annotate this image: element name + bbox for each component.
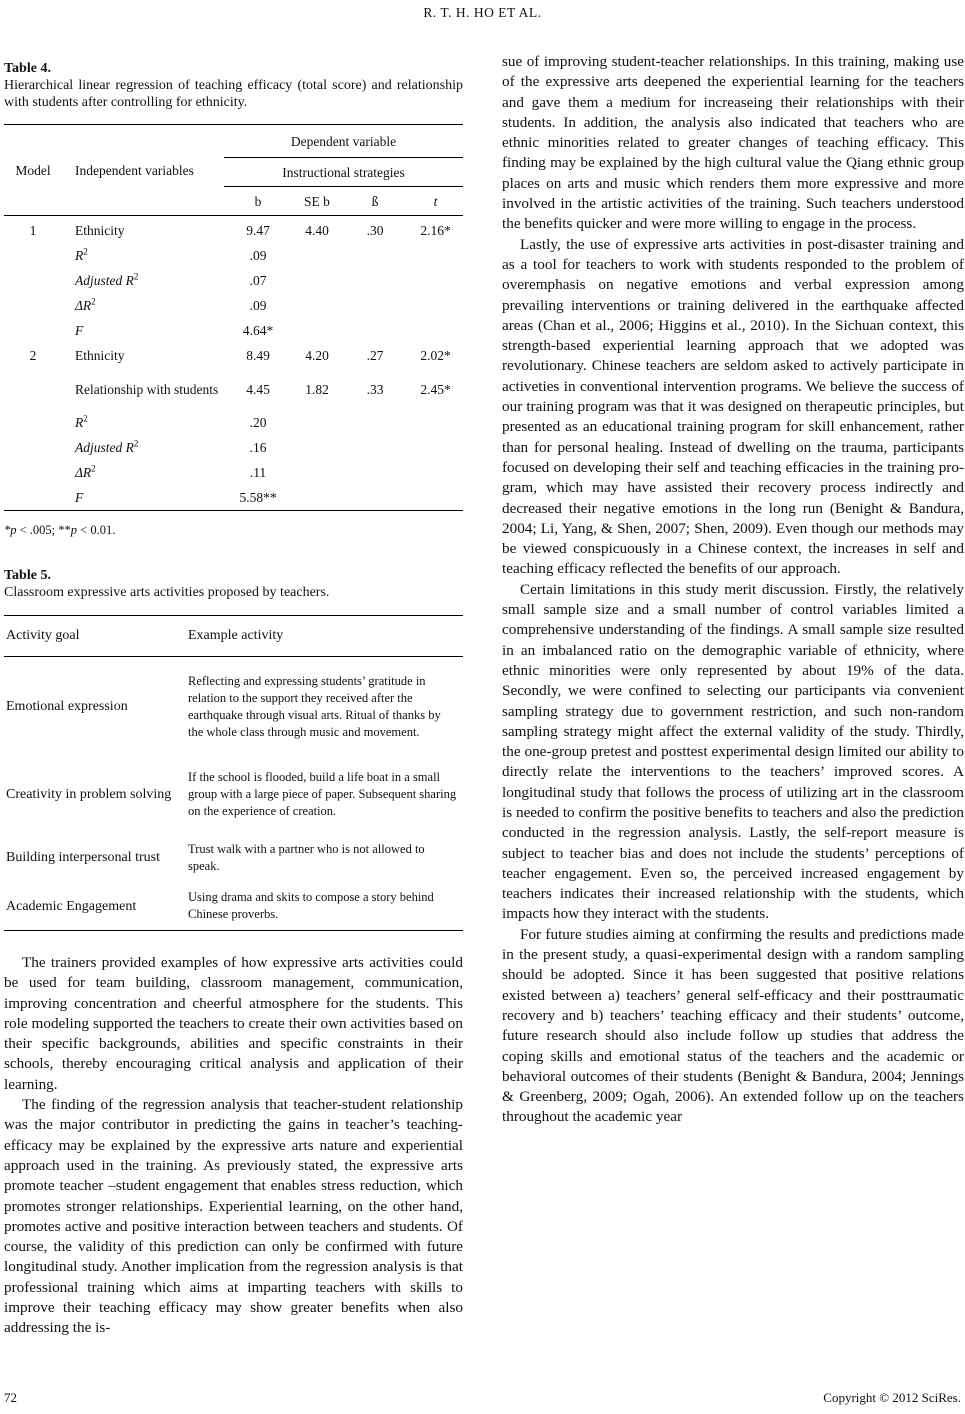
table4-cell-se: [292, 268, 342, 293]
table4-caption: [4, 60, 463, 111]
table4-cell-se: 1.82: [305, 381, 329, 397]
table4-cell-b: .09: [249, 248, 267, 263]
left-paragraph: The trainers provided examples of how expressive arts activities could be used for team building, classroom management, communication, improving concentration and cheerful atmosphere for the students. This role modeling supported the teachers to create their own activities based on their specific backgrounds, abilities and specific constraints in their schools, thereby encouraging critical analysis and application of their learning.: [4, 954, 463, 1093]
page-number: 72: [4, 1390, 17, 1405]
table4-cell-variable: [62, 485, 224, 511]
table4-cell-beta: [342, 293, 408, 318]
table4-cell-b: .16: [249, 440, 267, 455]
right-paragraph: Certain limitations in this study merit discussion. Firstly, the relatively small sample size and a small number of control variables limited a comprehensive understanding of the findings. A small sample size resulted in an imbalanced ratio on the demographic variable of ethnicity, where ethnic minorities were only represented by about 19% of the data. Secondly, we were confined to selecting our participants via convenient sampling strategy due to government restriction, and such non-random sampling strategy might affect the external validity of the study. Thirdly, the one-group pretest and posttest experimental design limited our ability to directly relate the interventions to the teachers’ improved scores. A longitudinal study that follows the process of utilizing art in the classroom is needed to confirm the positive benefits to teachers and also the prediction conducted in the regression analysis. Lastly, the self-report measure is subject to teacher bias and does not include the students’ perceptions of teacher engagement. Even so, the perceived increased engagement by teachers indicates their increased relationship with the students, which impacts how they interact with the students.: [502, 580, 964, 923]
table4-header-independent: Independent variables: [75, 162, 194, 178]
table4-row: [4, 368, 463, 410]
table4-cell-se: [292, 293, 342, 318]
right-paragraph: For future studies aiming at confirming the results and predictions made in the present study, a quasi-experimental design with a random sampling should be adopted. Since it has been suggested that positive relations existed between a) teachers’ general self-efficacy and their posttraumatic recovery and b) teachers’ teaching efficacy and their students’ outcome, future research should also include follow up studies that address the coping skills and emotional status of the teachers and the academic or behavioral outcomes of their students (Benight & Bandura, 2004; Jennings & Greenberg, 2009; Ogah, 2006). An extended follow up on the teachers throughout the academic year: [502, 925, 964, 1126]
table4-cell-variable: [62, 410, 224, 435]
table4-cell-t: 2.45*: [420, 381, 451, 397]
table4-variable-name: F: [75, 490, 84, 505]
table4-row: [4, 343, 463, 368]
table4-header-beta: ß: [371, 193, 379, 209]
table4-variable-name: Adjusted R: [75, 440, 134, 455]
table4-cell-b: .09: [249, 298, 267, 313]
table4-cell-beta: [342, 435, 408, 460]
table5-cell-goal: Emotional expression: [6, 699, 128, 715]
table4-cell-se: [292, 410, 342, 435]
table4-variable-name: R: [75, 248, 84, 263]
table4-body: [4, 218, 463, 511]
table5-row: [4, 883, 463, 931]
table4-cell-variable: [62, 460, 224, 485]
table4-cell-se: [292, 485, 342, 511]
table4-cell-variable: [62, 293, 224, 318]
table4-cell-variable: [62, 268, 224, 293]
table4: [4, 124, 463, 511]
table4-cell-t: 2.16*: [420, 223, 451, 238]
table4-cell-model: [4, 268, 62, 293]
right-paragraph: Lastly, the use of expressive arts activities in post-disaster training and as a tool for teachers to work with students responded to the problem of overemphasis on negative emotions and verbal expression among prevailing interventions or training delivered in the earthquake affected areas (Chan et al., 2006; Higgins et al., 2010). In the Sichuan context, this strength-based experiential learning approach that we adopted was revolutionary. Chinese teachers are seldom asked to actively participate in activeties in conventional intervention programs. We believe the success of our training program was that it was designed on therapeutic principles, but presented as an educational training program for skill enhancement, rather than for personal healing. Instead of dwelling on the trauma, participants focused on developing their self and teaching efficacies in the training program, which may have assisted their recovery process indirectly and decreased their negative emotions in the long run (Benight & Bandura, 2004; Li, Yang, & Shen, 2007; Shen, 2009). Even though our methods may be viewed conspicuously in a Chinese context, the increases in self and teaching efficacy reflected the benefits of our approach.: [502, 235, 964, 578]
table5-label: Table 5.: [4, 568, 51, 583]
table4-cell-beta: [342, 410, 408, 435]
table4-header-dependent: Dependent variable: [224, 125, 463, 158]
table4-cell-model: [4, 318, 62, 343]
table4-cell-t: [408, 410, 463, 435]
table4-cell-beta: [342, 243, 408, 268]
table4-header-b: b: [254, 193, 262, 209]
table4-variable-name: Ethnicity: [75, 223, 125, 238]
table4-cell-b: 9.47: [246, 223, 270, 238]
table4-cell-b: .11: [249, 465, 267, 480]
table4-cell-b: .07: [249, 273, 267, 288]
table4-superscript: 2: [133, 271, 139, 282]
table4-cell-se: [292, 318, 342, 343]
table4-cell-model: [4, 368, 62, 410]
table4-cell-beta: [342, 460, 408, 485]
table4-cell-variable: [62, 218, 224, 243]
table4-cell-b: 8.49: [246, 348, 270, 363]
table4-cell-variable: [62, 343, 224, 368]
table4-cell-t: 2.02*: [420, 348, 451, 363]
table4-row: [4, 435, 463, 460]
table5-cell-goal: Academic Engagement: [6, 898, 137, 914]
table4-cell-t: [408, 485, 463, 511]
table4-variable-name: F: [75, 323, 84, 338]
table4-cell-model: [4, 435, 62, 460]
table4-row: [4, 268, 463, 293]
table4-variable-name: R: [75, 415, 84, 430]
table4-row: [4, 293, 463, 318]
table4-row: [4, 410, 463, 435]
table4-superscript: 2: [83, 413, 88, 424]
table4-cell-se: 4.40: [305, 223, 329, 238]
table4-cell-model: 2: [29, 348, 37, 363]
table5-cell-goal: Building interpersonal trust: [6, 850, 160, 865]
left-paragraph: The finding of the regression analysis that teacher-student relationship was the major contributor in predicting the gains in teacher’s teaching-efficacy may be explained by the expressive arts nature and experiential approach used in the training. As previously stated, the expressive arts promote teacher –student engagement that enables stress reduction, which promotes stronger relationships. Experiential learning, on the other hand, promotes active and positive interaction between teachers and students. Of course, the validity of this prediction can only be confirmed with future longitudinal study. Another implication from the regression analysis is that professional training which aims at imparting teachers with skills to improve their teaching efficacy may show greater benefits when also addressing the is-: [4, 1096, 463, 1337]
table4-row: [4, 318, 463, 343]
table4-variable-name: ΔR: [75, 298, 92, 313]
table4-cell-se: [292, 243, 342, 268]
table5-row: [4, 757, 463, 833]
table4-cell-b: 5.58**: [239, 490, 277, 505]
table4-cell-t: [408, 268, 463, 293]
table4-caption-text: Hierarchical linear regression of teaching efficacy (total score) and relationship with students after controlling for ethnicity.: [4, 78, 463, 110]
table4-cell-b: 4.64*: [242, 323, 274, 338]
table5-cell-example: Using drama and skits to compose a story behind Chinese proverbs.: [188, 890, 434, 922]
table4-row: [4, 243, 463, 268]
table4-row: [4, 485, 463, 511]
right-paragraph: sue of improving student-teacher relationships. In this training, making use of the expressive arts deepened the experiential learning for the teachers and gave them a medium for increaseing their relationships with their students. In addition, the analysis also indicated that teachers who are ethnic minorities related to greater changes of teaching efficacy. This finding may be explained by the high cultural value the Qiang ethnic group places on arts and music which renders them more expressive and more involved in the artistic activities of the training. Such teachers understood the benefits quicker and were more willing to engage in the process.: [502, 53, 964, 233]
table4-variable-name: Adjusted R: [75, 273, 134, 288]
table4-note: *p < .005; **p < 0.01.: [4, 523, 116, 537]
table4-cell-se: 4.20: [305, 348, 329, 363]
table4-superscript: 2: [91, 296, 96, 307]
table4-cell-t: [408, 243, 463, 268]
left-body-text: [4, 953, 463, 1339]
table5-header-example: Example activity: [186, 616, 463, 657]
table4-cell-t: [408, 318, 463, 343]
table4-cell-variable: [62, 435, 224, 460]
table4-header-instructional: Instructional strategies: [224, 158, 463, 187]
table4-cell-model: 1: [29, 223, 37, 238]
table4-cell-beta: .30: [366, 223, 384, 238]
table4-cell-se: [292, 460, 342, 485]
table5-cell-example: Trust walk with a partner who is not allowed to speak.: [188, 841, 425, 873]
table4-cell-t: [408, 460, 463, 485]
table4-cell-b: 4.45: [246, 381, 270, 397]
table5-cell-example: Reflecting and expressing students’ gratitude in relation to the support they received after the earthquake through visual arts. Ritual of thanks by the whole class through music and movement.: [188, 673, 441, 739]
table5-caption: [4, 567, 463, 601]
table5-row: [4, 833, 463, 883]
table4-variable-name: Ethnicity: [75, 348, 125, 363]
table4-cell-beta: [342, 268, 408, 293]
table5-row: [4, 657, 463, 757]
table4-cell-b: .20: [249, 415, 267, 430]
table4-label: Table 4.: [4, 61, 51, 76]
table4-cell-model: [4, 460, 62, 485]
table4-cell-model: [4, 293, 62, 318]
table4-cell-variable: [62, 368, 224, 410]
table5: [4, 615, 463, 931]
table4-cell-beta: .33: [366, 381, 384, 397]
table5-cell-goal: Creativity in problem solving: [6, 787, 172, 802]
table4-cell-beta: .27: [366, 348, 384, 363]
table4-cell-t: [408, 435, 463, 460]
table4-cell-variable: [62, 318, 224, 343]
table5-body: [4, 657, 463, 931]
table5-cell-example: If the school is flooded, build a life boat in a small group with a large piece of paper. Subsequent sharing on the experience of creation.: [188, 770, 457, 818]
table4-superscript: 2: [91, 463, 96, 474]
table4-superscript: 2: [83, 246, 88, 257]
table5-caption-text: Classroom expressive arts activities proposed by teachers.: [4, 585, 330, 600]
table4-variable-name: ΔR: [75, 465, 92, 480]
table4-cell-model: [4, 485, 62, 511]
table5-header-goal: Activity goal: [4, 616, 186, 657]
table4-header-t: t: [433, 193, 438, 209]
left-column: [4, 60, 463, 1339]
running-head: R. T. H. HO ET AL.: [423, 5, 542, 20]
table4-row: [4, 218, 463, 243]
table4-cell-se: [292, 435, 342, 460]
right-column: [502, 52, 964, 1128]
table4-superscript: 2: [133, 438, 139, 449]
table4-variable-name: Relationship with students: [75, 381, 219, 397]
table4-cell-variable: [62, 243, 224, 268]
table4-row: [4, 460, 463, 485]
table4-cell-t: [408, 293, 463, 318]
table4-cell-beta: [342, 318, 408, 343]
table4-cell-model: [4, 243, 62, 268]
table4-header-model: Model: [15, 162, 51, 178]
copyright: Copyright © 2012 SciRes.: [823, 1390, 961, 1405]
table4-header-se-b: SE b: [304, 193, 330, 209]
table4-cell-beta: [342, 485, 408, 511]
table4-cell-model: [4, 410, 62, 435]
